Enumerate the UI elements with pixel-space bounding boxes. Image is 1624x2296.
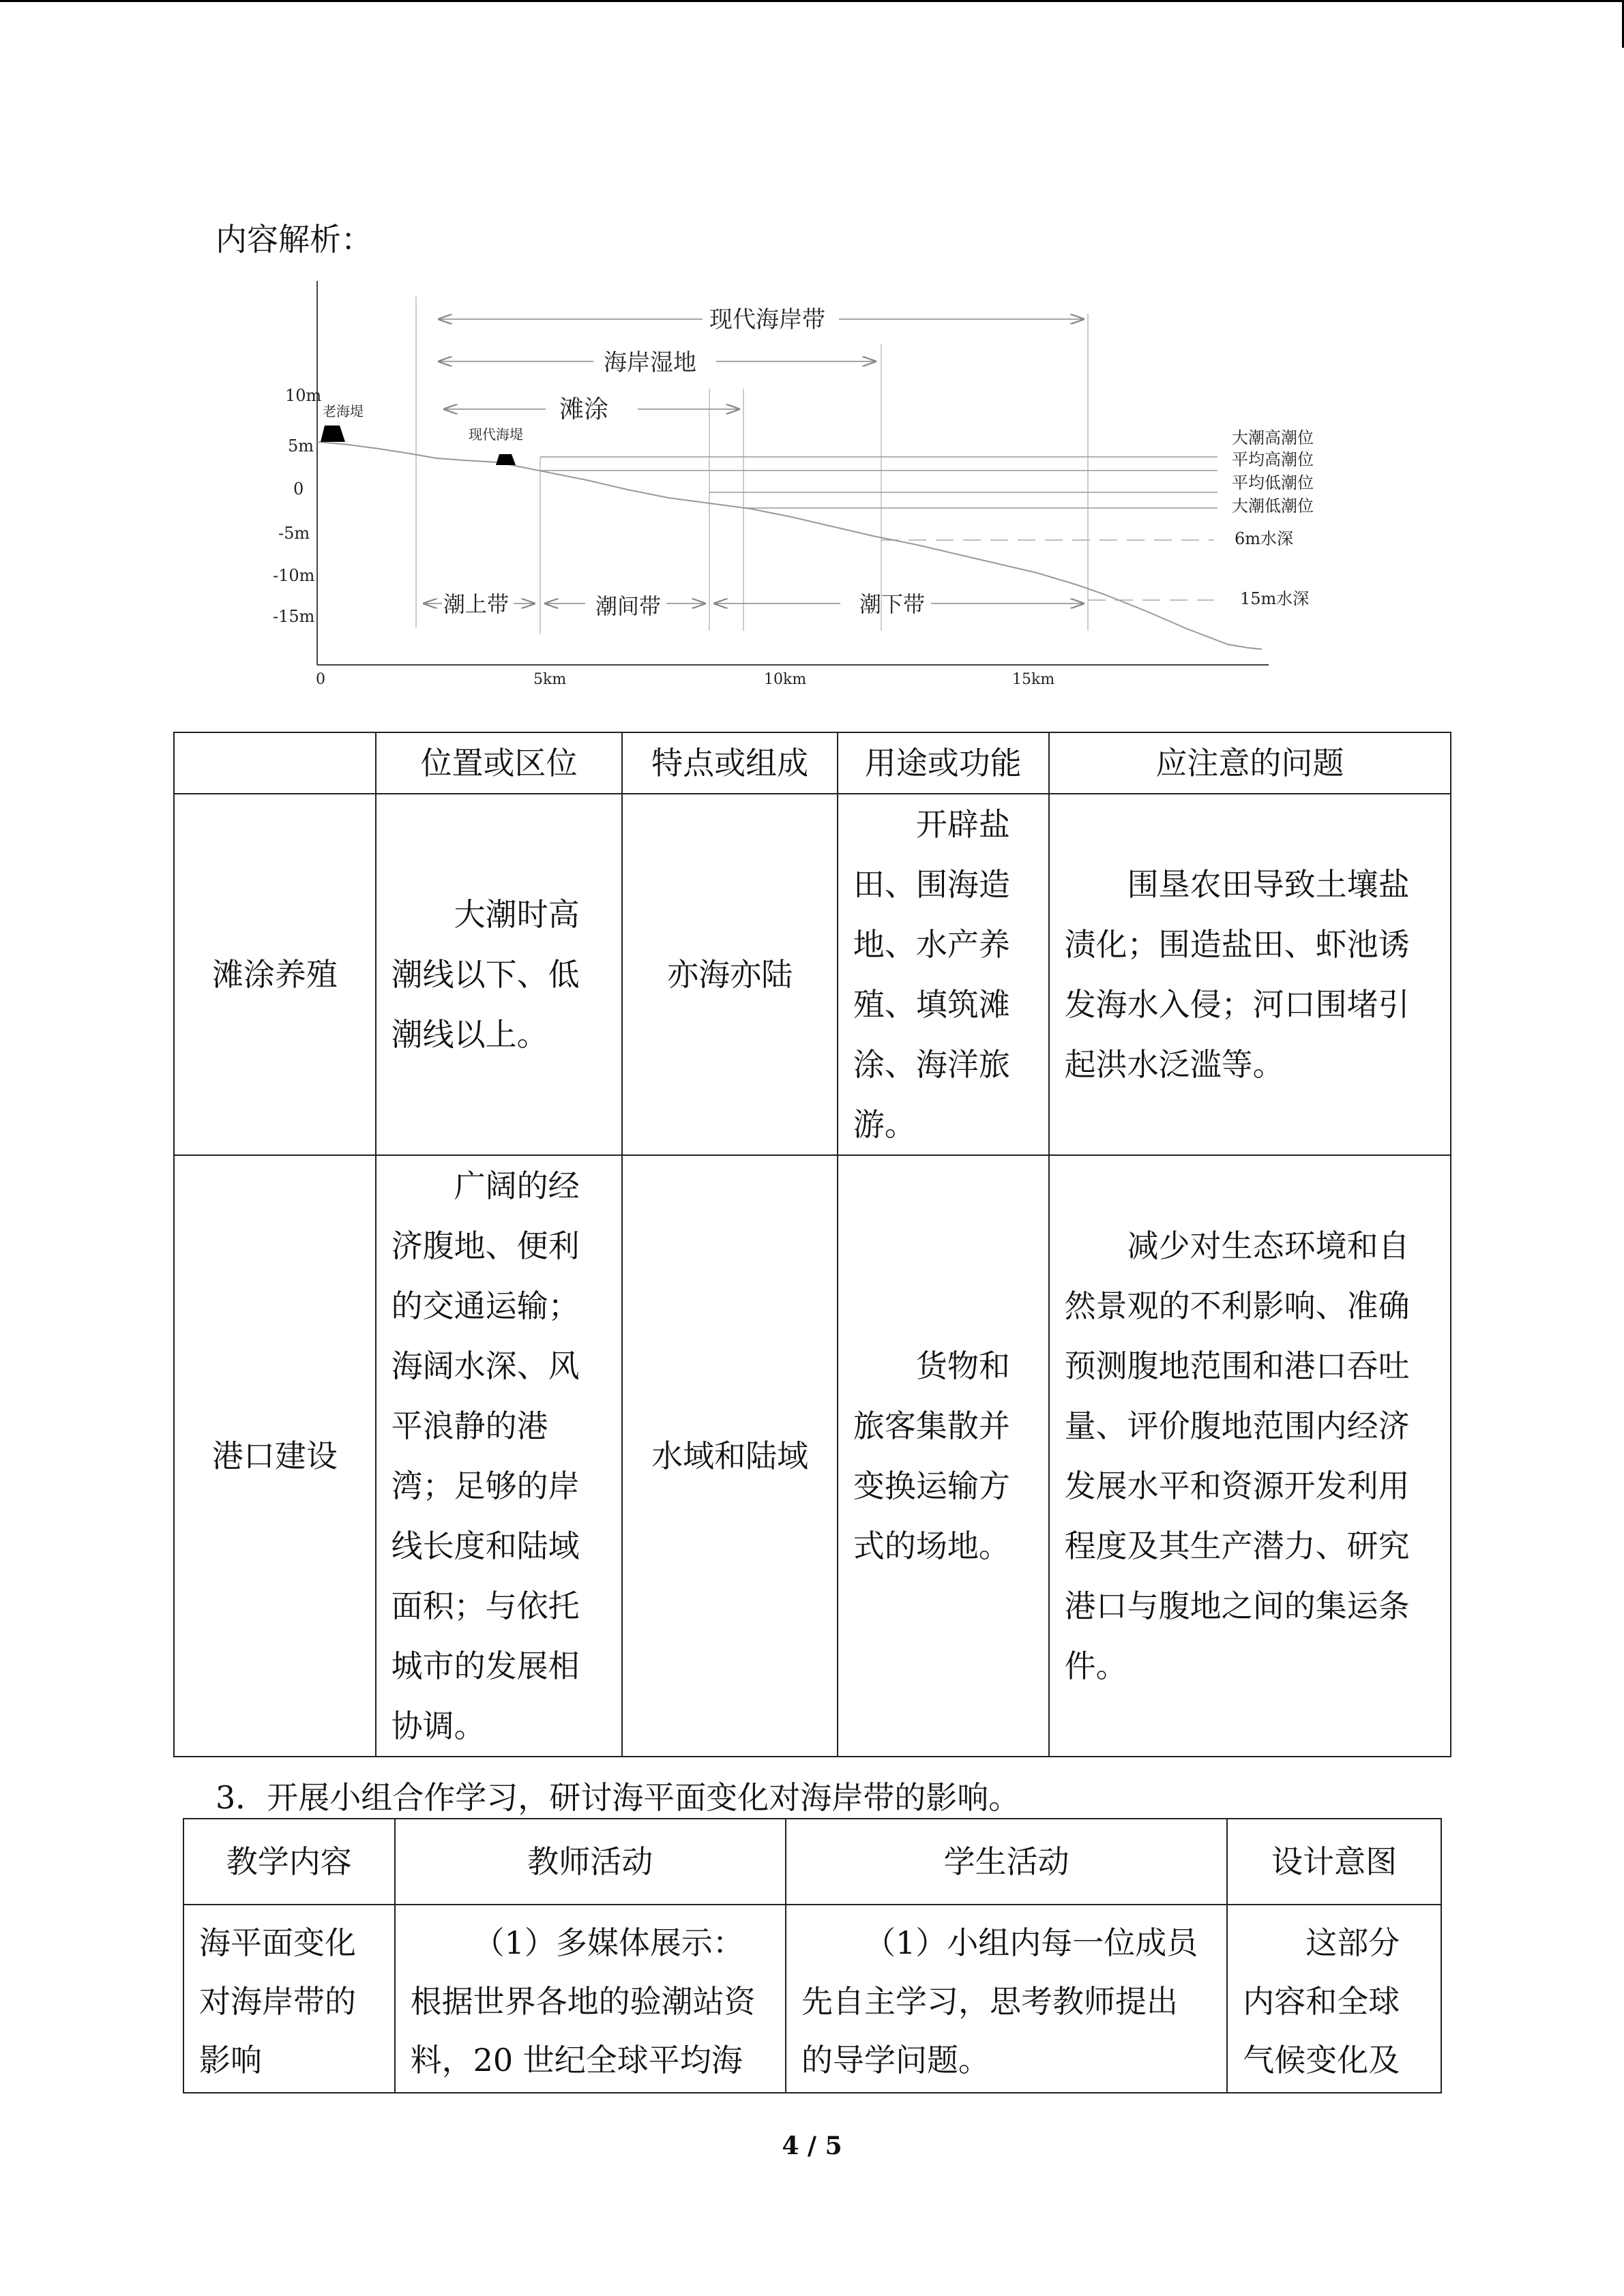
table-row	[174, 794, 1451, 1155]
level-label: 大潮高潮位	[1232, 428, 1314, 447]
x-tick-label: 10km	[764, 671, 807, 688]
intent-cell: 这部分 内容和全球 气候变化及	[1227, 1905, 1441, 2093]
old-dike	[321, 426, 345, 442]
old-dike-label: 老海堤	[323, 403, 364, 419]
belt-label-supratidal: 潮上带	[443, 591, 510, 617]
table-row	[174, 1155, 1451, 1757]
level-label: 15m水深	[1240, 589, 1310, 608]
header-cell: 教学内容	[183, 1819, 395, 1905]
header-cell: 用途或功能	[838, 732, 1049, 794]
issues-cell: 围垦农田导致土壤盐 渍化；围造盐田、虾池诱 发海水入侵；河口围堵引 起洪水泛滥等。	[1049, 794, 1451, 1155]
y-tick-label: 0	[293, 479, 304, 498]
page-border-top	[0, 0, 1624, 2]
y-tick-label: -10m	[273, 566, 315, 585]
modern-dike-label: 现代海堤	[469, 426, 523, 443]
feature-cell: 亦海亦陆	[622, 794, 838, 1155]
belt-label-subtidal: 潮下带	[859, 591, 926, 617]
page-number: 4 / 5	[782, 2132, 842, 2160]
use-cell: 货物和 旅客集散并 变换运输方 式的场地。	[838, 1155, 1049, 1757]
teaching-plan-table	[183, 1818, 1442, 2093]
header-cell: 教师活动	[395, 1819, 786, 1905]
coastal-zone-diagram	[259, 273, 1364, 696]
zone-label-wetland: 海岸湿地	[604, 349, 696, 376]
student-cell: （1）小组内每一位成员 先自主学习，思考教师提出 的导学问题。	[786, 1905, 1227, 2093]
x-tick-label: 15km	[1012, 671, 1055, 688]
section-label: 内容解析：	[216, 221, 372, 258]
table-row	[183, 1905, 1441, 2093]
step-heading: 3．开展小组合作学习，研讨海平面变化对海岸带的影响。	[216, 1779, 1020, 1816]
row-name: 滩涂养殖	[174, 794, 376, 1155]
x-tick-label: 5km	[533, 671, 567, 688]
header-cell: 设计意图	[1227, 1819, 1441, 1905]
teacher-cell: （1）多媒体展示： 根据世界各地的验潮站资 料，20 世纪全球平均海	[395, 1905, 786, 2093]
zone-label-modern-coast: 现代海岸带	[709, 306, 825, 333]
zone-label-tidal-flat: 滩涂	[559, 396, 609, 423]
table-header-row	[174, 732, 1451, 794]
content-cell: 海平面变化 对海岸带的 影响	[183, 1905, 395, 2093]
feature-cell: 水域和陆域	[622, 1155, 838, 1757]
table-header-row	[183, 1819, 1441, 1905]
seabed-profile	[317, 442, 1262, 649]
level-label: 6m水深	[1235, 529, 1294, 548]
use-cell: 开辟盐 田、围海造 地、水产养 殖、填筑滩 涂、海洋旅 游。	[838, 794, 1049, 1155]
header-cell: 位置或区位	[376, 732, 623, 794]
x-tick-label: 0	[316, 671, 325, 688]
header-cell: 特点或组成	[622, 732, 838, 794]
coastal-use-table	[173, 732, 1451, 1757]
level-label: 大潮低潮位	[1232, 496, 1314, 516]
location-cell: 广阔的经 济腹地、便利 的交通运输； 海阔水深、风 平浪静的港 湾；足够的岸 线长度和陆域 面积；与依托 城市的发展相 协调。	[376, 1155, 623, 1757]
y-tick-label: 5m	[288, 436, 314, 456]
y-tick-label: -5m	[278, 524, 310, 543]
header-cell: 应注意的问题	[1049, 732, 1451, 794]
row-name: 港口建设	[174, 1155, 376, 1757]
level-label: 平均低潮位	[1232, 473, 1314, 492]
belt-label-intertidal: 潮间带	[595, 593, 662, 619]
modern-dike	[496, 454, 516, 465]
level-label: 平均高潮位	[1232, 450, 1314, 469]
issues-cell: 减少对生态环境和自 然景观的不利影响、准确 预测腹地范围和港口吞吐 量、评价腹地范围内经济 发展水平和资源开发利用 程度及其生产潜力、研究 港口与腹地之间的集运条 件。	[1049, 1155, 1451, 1757]
header-cell	[174, 732, 376, 794]
y-tick-label: 10m	[285, 386, 322, 405]
y-tick-label: -15m	[273, 607, 315, 626]
location-cell: 大潮时高 潮线以下、低 潮线以上。	[376, 794, 623, 1155]
header-cell: 学生活动	[786, 1819, 1227, 1905]
